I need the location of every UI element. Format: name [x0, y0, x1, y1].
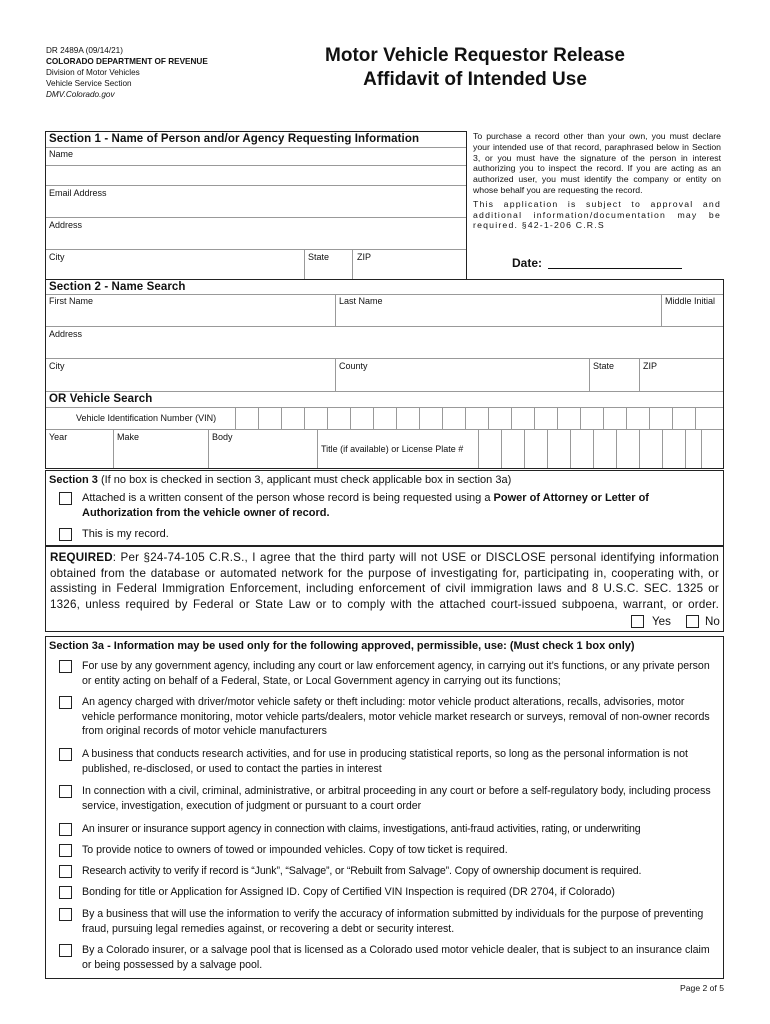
email-field[interactable] [46, 186, 466, 218]
use-option-1: For use by any government agency, including any court or law enforcement agency, in carrying out it’s functions, or any private person or entity acting on behalf of a Federal, State, or Local Government agency in carrying out its functions; [82, 660, 710, 687]
consent-text: Attached is a written consent of the person whose record is being requested using a [82, 492, 494, 504]
last-name-field[interactable]: Last Name [339, 296, 383, 306]
section-3a [45, 636, 724, 979]
section-3-note: (If no box is checked in section 3, applicant must check applicable box in section 3a) [97, 474, 512, 486]
vehicle-search-heading-row [46, 392, 723, 408]
vin-row [46, 408, 723, 430]
no-label: No [705, 615, 720, 628]
s2-state-field[interactable]: State [593, 361, 615, 371]
section-2-heading: Section 2 - Name Search [49, 281, 186, 293]
use-checkbox-3[interactable] [59, 748, 72, 761]
my-record-label: This is my record. [82, 528, 169, 540]
page-number: Page 2 of 5 [680, 983, 724, 993]
use-option-9: By a business that will use the information to verify the accuracy of information submitted by individuals for the purpose of preventing fraud, pursuing legal remedies against, or recovering a debt or security interest. [82, 908, 704, 935]
title-line-1: Motor Vehicle Requestor Release [325, 45, 625, 66]
use-checkbox-5[interactable] [59, 823, 72, 836]
use-checkbox-7[interactable] [59, 865, 72, 878]
section-3-label: Section 3 [49, 474, 98, 486]
instructions-para-1: To purchase a record other than your own, you must declare your intended use of that record, paraphrased below in Section 3, or you must have the signature of the person in interest authorizing you to inspect the record. If you are acting as an authorized user, you must identify the company or entity on whose behalf you are requesting the record. [473, 131, 721, 195]
form-id: DR 2489A (09/14/21) [46, 46, 123, 55]
section-3-heading [49, 473, 511, 488]
county-field[interactable]: County [339, 361, 368, 371]
s2-name-row [46, 280, 723, 327]
department-name: COLORADO DEPARTMENT OF REVENUE [46, 57, 208, 66]
vehicle-search-heading: OR Vehicle Search [49, 393, 153, 405]
state-field[interactable]: State [308, 252, 330, 262]
s2-zip-field[interactable]: ZIP [643, 361, 658, 371]
use-option-4: In connection with a civil, criminal, administrative, or arbitral proceeding in any court or before a self-regulatory body, including process service, investigation, execution of judgment or pursuant to a court order [82, 785, 711, 812]
middle-initial-field[interactable]: Middle Initial [665, 296, 716, 306]
use-option-6: To provide notice to owners of towed or impounded vehicles. Copy of tow ticket is required. [82, 844, 508, 856]
page-title [280, 44, 670, 92]
consent-bold-text: Power of Attorney or Letter of Authorization from the vehicle owner of record. [82, 492, 649, 519]
website: DMV.Colorado.gov [46, 90, 115, 99]
my-record-checkbox[interactable] [59, 528, 72, 541]
consent-checkbox[interactable] [59, 492, 72, 505]
section-1-heading: Section 1 - Name of Person and/or Agency Requesting Information [49, 133, 420, 145]
name-field[interactable]: Name [49, 149, 74, 159]
use-option-5: An insurer or insurance support agency in connection with claims, investigations, anti-fraud activities, rating, or underwriting [82, 823, 641, 835]
no-checkbox[interactable] [686, 615, 699, 628]
section-name: Vehicle Service Section [46, 79, 132, 88]
s1-name-row [46, 132, 466, 165]
vehicle-detail-row [46, 430, 723, 468]
yes-label: Yes [652, 615, 671, 628]
use-checkbox-1[interactable] [59, 660, 72, 673]
section-1 [45, 131, 467, 280]
section-2 [45, 279, 724, 469]
required-label: REQUIRED [50, 551, 113, 564]
date-label: Date: [512, 256, 543, 270]
required-block [45, 546, 724, 632]
required-body: : Per §24-74-105 C.R.S., I agree that the third party will not USE or DISCLOSE personal identifying information obtained from the database or automated network for the purpose of investigating for, participating in, cooperating with, or assisting in Federal Immigration Enforcement, including enforcement of civil immigration laws and 8 U.S.C. SEC. 1325 or 1326, unless required by Federal or State Law or to comply with the attached court-issued subpoena, warrant, or order. [50, 551, 719, 611]
use-checkbox-8[interactable] [59, 886, 72, 899]
city-field[interactable]: City [49, 252, 65, 262]
section-3a-heading: Section 3a - Information may be used only for the following approved, permissible, use: (Must check 1 box only) [49, 640, 635, 652]
s2-city-row [46, 359, 723, 392]
make-field[interactable]: Make [117, 432, 140, 442]
division-name: Division of Motor Vehicles [46, 68, 140, 77]
date-field[interactable] [548, 268, 682, 269]
s2-address-field[interactable] [46, 327, 723, 359]
s1-city-row [46, 250, 466, 279]
yes-checkbox[interactable] [631, 615, 644, 628]
consent-option [82, 491, 717, 521]
use-checkbox-2[interactable] [59, 696, 72, 709]
vin-label: Vehicle Identification Number (VIN) [76, 413, 217, 423]
title-line-2: Affidavit of Intended Use [363, 69, 587, 90]
section-3 [45, 470, 724, 546]
use-checkbox-4[interactable] [59, 785, 72, 798]
year-field[interactable]: Year [49, 432, 68, 442]
header-block [46, 45, 208, 100]
use-checkbox-6[interactable] [59, 844, 72, 857]
vin-field[interactable] [46, 408, 236, 429]
use-option-8: Bonding for title or Application for Assigned ID. Copy of Certified VIN Inspection is required (DR 2704, if Colorado) [82, 886, 615, 898]
s2-city-field[interactable]: City [49, 361, 65, 371]
use-option-7: Research activity to verify if record is “Junk”, “Salvage”, or “Rebuilt from Salvage”. Copy of ownership document is required. [82, 865, 642, 877]
use-checkbox-9[interactable] [59, 908, 72, 921]
s1-name-space [46, 165, 466, 186]
first-name-field[interactable]: First Name [49, 296, 94, 306]
use-option-2: An agency charged with driver/motor vehicle safety or theft including: motor vehicle product alterations, recalls, advisories, motor vehicle performance monitoring, motor vehicle parts/dealers, motor vehicle market research or surveys, removal of non-owner records from original records of motor vehicle manufacturers [82, 696, 710, 737]
s2-address-label: Address [49, 329, 83, 339]
use-checkbox-10[interactable] [59, 944, 72, 957]
use-option-10: By a Colorado insurer, or a salvage pool that is licensed as a Colorado used motor vehicle dealer, that is subject to an insurance claim or being possessed by a salvage pool. [82, 944, 710, 971]
address-field[interactable] [46, 218, 466, 250]
address-label: Address [49, 220, 83, 230]
body-field[interactable]: Body [212, 432, 233, 442]
zip-field[interactable]: ZIP [357, 252, 372, 262]
required-text [50, 550, 719, 628]
instructions-para-2: This application is subject to approval and additional information/documentation may be required. §42-1-206 C.R.S [473, 198, 721, 231]
instructions [473, 131, 721, 231]
email-label: Email Address [49, 188, 107, 198]
title-plate-label: Title (if available) or License Plate # [321, 444, 464, 454]
use-option-3: A business that conducts research activities, and for use in producing statistical reports, so long as the personal information is not published, re-disclosed, or used to contact the parties in interest [82, 748, 688, 775]
